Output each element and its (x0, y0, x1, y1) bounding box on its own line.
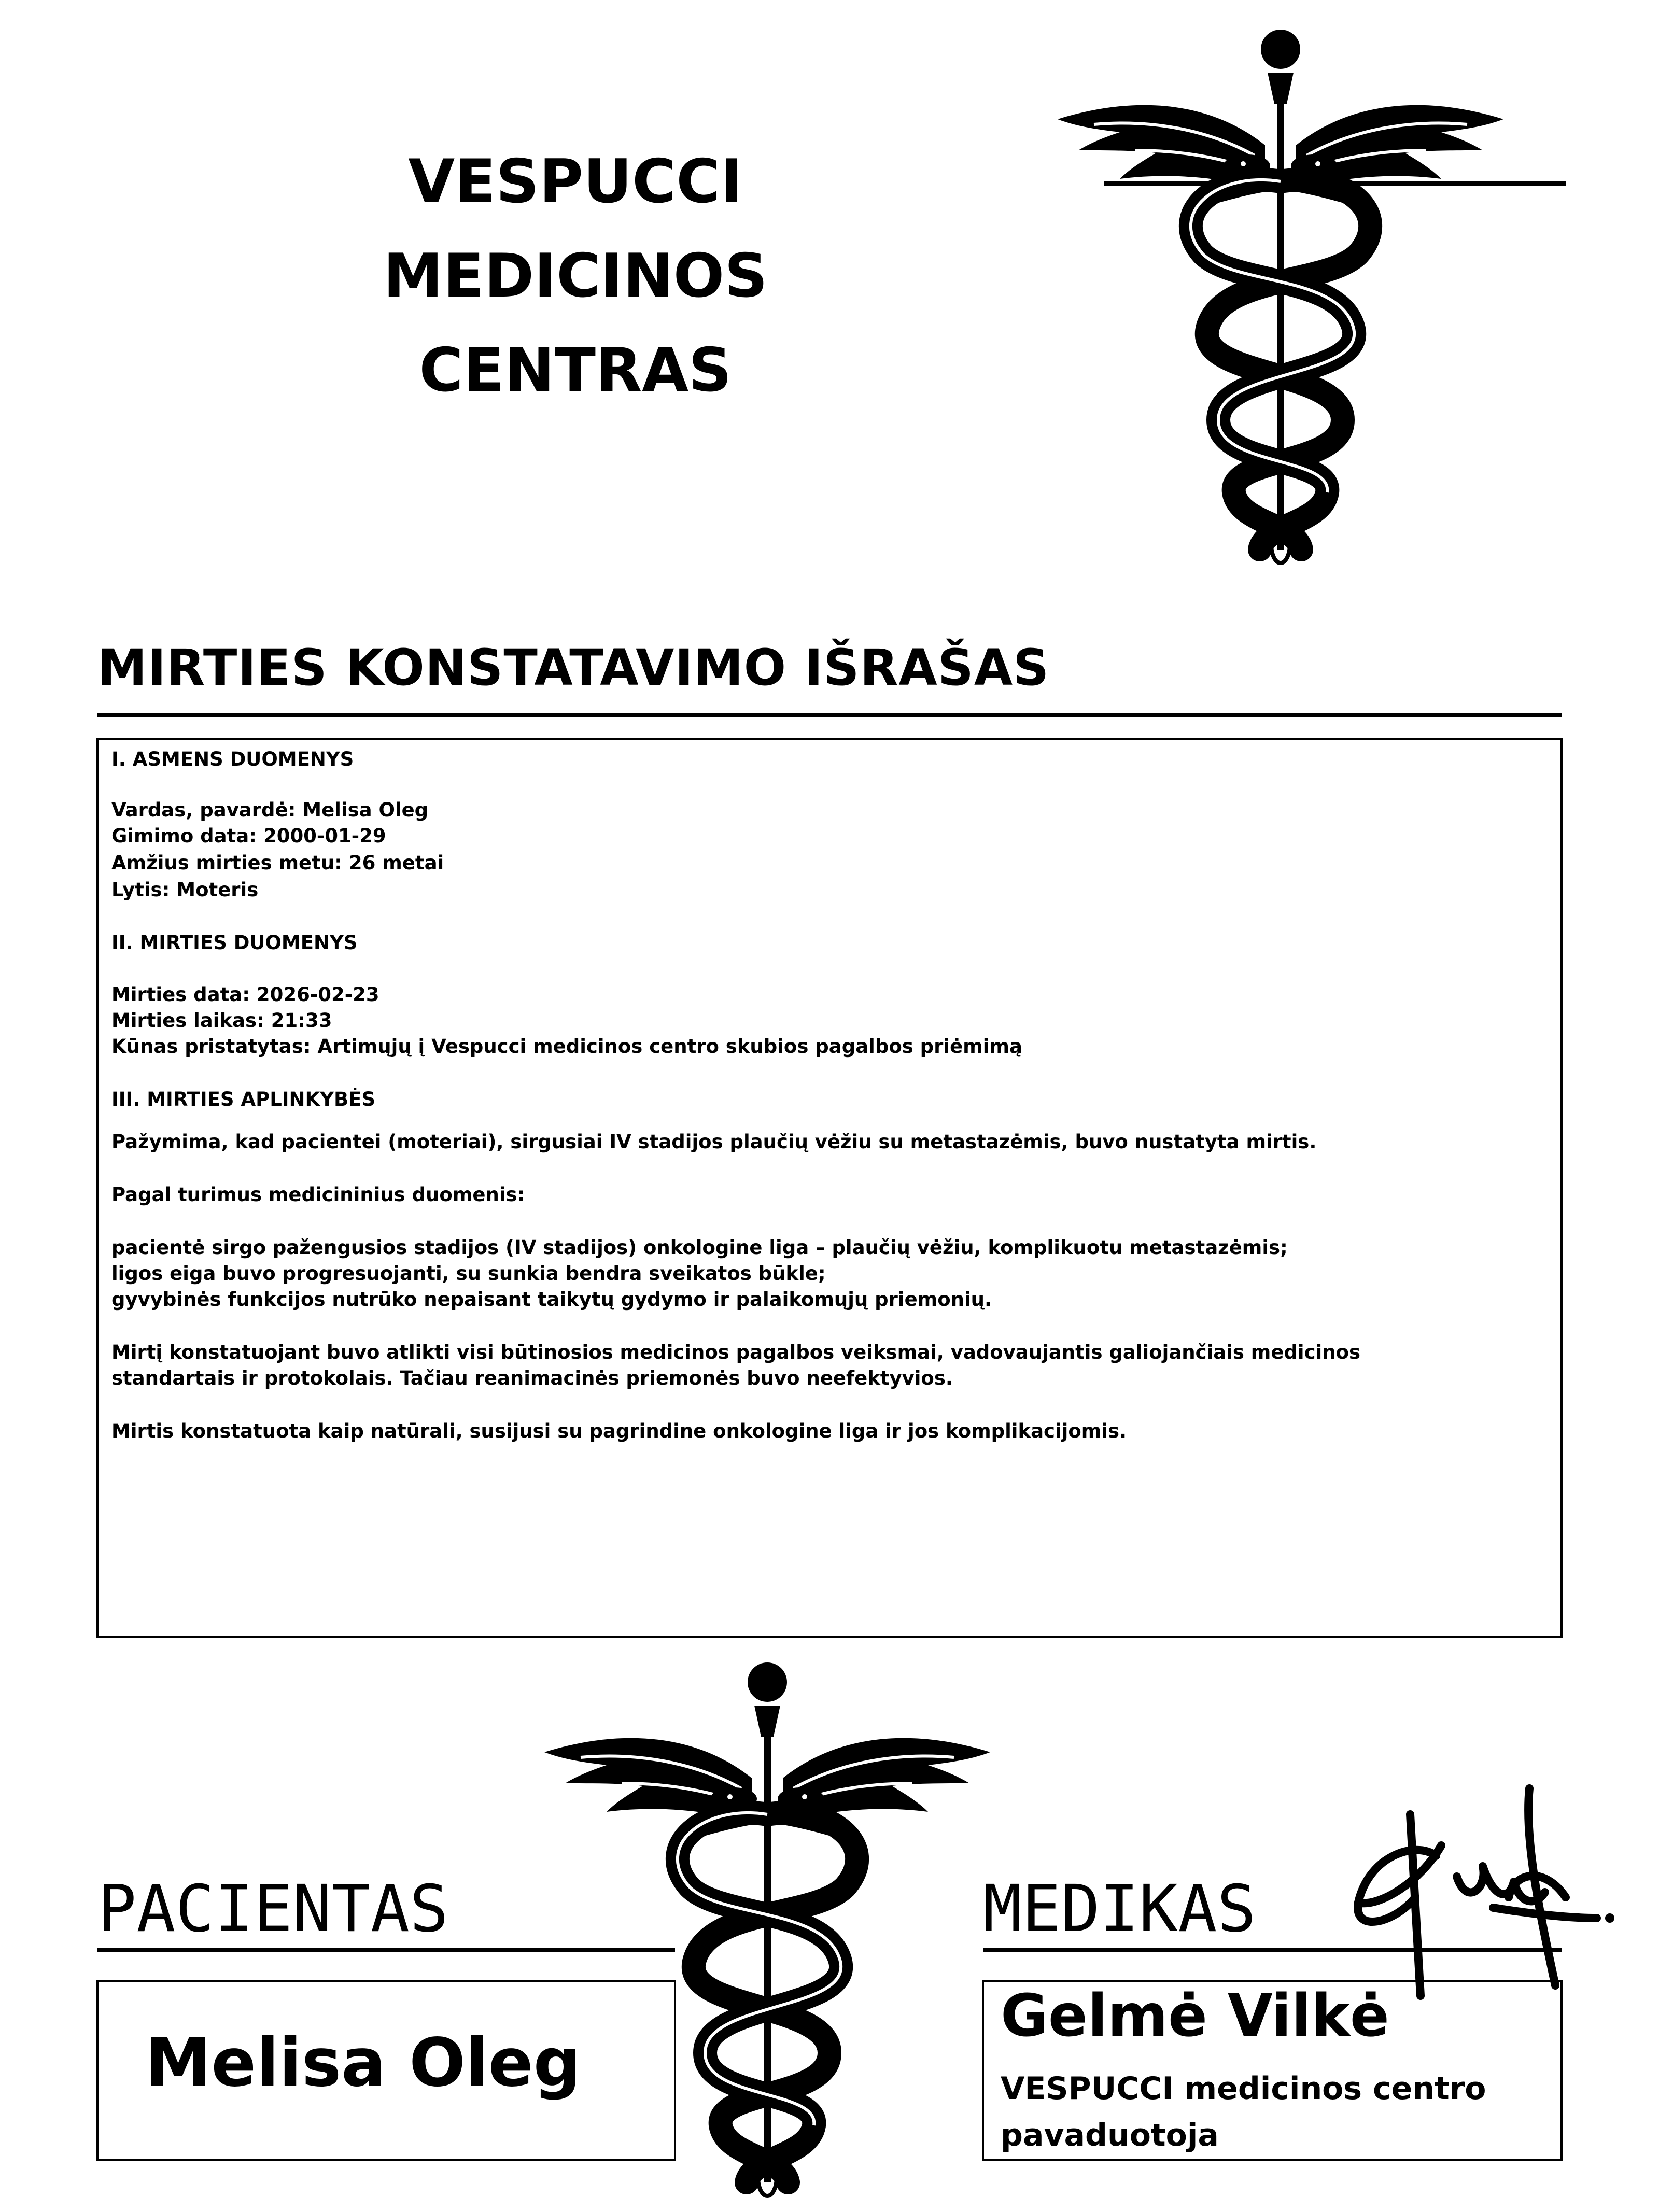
delivered-label: Kūnas pristatytas: (111, 1035, 311, 1058)
death-date-label: Mirties data: (111, 983, 250, 1006)
delivered-value: Artimųjų į Vespucci medicinos centro skubios pagalbos priėmimą (317, 1035, 1022, 1058)
sex-value: Moteris (176, 879, 259, 901)
circumstances-list-item-1: pacientė sirgo pažengusios stadijos (IV stadijos) onkologine liga – plaučių vėžiu, komplikuotu metastazėmis; (111, 1236, 1288, 1259)
section2-heading: II. MIRTIES DUOMENYS (111, 932, 358, 954)
medic-role (1001, 2065, 1486, 2159)
death-time-label: Mirties laikas: (111, 1009, 264, 1032)
organization-name (290, 135, 861, 418)
circumstances-list-item-2: ligos eiga buvo progresuojanti, su sunkia bendra sveikatos būkle; (111, 1262, 826, 1285)
birth-label: Gimimo data: (111, 825, 257, 847)
medic-role-line-2: pavaduotoja (1001, 2117, 1219, 2153)
section3-heading: III. MIRTIES APLINKYBĖS (111, 1088, 376, 1110)
birth-row (111, 824, 386, 848)
patient-heading: PACIENTAS (97, 1871, 449, 1947)
age-row (111, 851, 444, 875)
medic-name: Gelmė Vilkė (1001, 1982, 1389, 2050)
caduceus-icon (995, 26, 1566, 591)
death-time-row (111, 1009, 332, 1033)
birth-value: 2000-01-29 (263, 825, 386, 847)
death-time-value: 21:33 (271, 1009, 332, 1032)
medic-heading: MEDIKAS (983, 1871, 1256, 1947)
name-value: Melisa Oleg (302, 799, 429, 821)
sex-label: Lytis: (111, 879, 170, 901)
name-row (111, 798, 428, 822)
patient-name: Melisa Oleg (145, 2024, 581, 2102)
title-underline (97, 713, 1562, 717)
org-line-2: MEDICINOS (383, 241, 768, 311)
delivered-row (111, 1035, 1022, 1059)
org-line-3: CENTRAS (419, 335, 732, 405)
circumstances-list-item-3: gyvybinės funkcijos nutrūko nepaisant taikytų gydymo ir palaikomųjų priemonių. (111, 1288, 992, 1311)
circumstances-paragraph-4: Mirtis konstatuota kaip natūrali, susijusi su pagrindine onkologine liga ir jos komplikacijomis. (111, 1420, 1127, 1442)
section1-heading: I. ASMENS DUOMENYS (111, 748, 354, 770)
handwritten-signature (1338, 1778, 1618, 2032)
name-label: Vardas, pavardė: (111, 799, 296, 821)
death-date-row (111, 983, 379, 1007)
age-value: 26 metai (348, 852, 444, 874)
circumstances-paragraph-1: Pažymima, kad pacientei (moteriai), sirgusiai IV stadijos plaučių vėžiu su metastazėmis, buvo nustatyta mirtis. (111, 1131, 1317, 1153)
death-date-value: 2026-02-23 (256, 983, 379, 1006)
circumstances-paragraph-2: Pagal turimus medicininius duomenis: (111, 1184, 525, 1206)
org-line-1: VESPUCCI (408, 147, 743, 217)
sex-row (111, 878, 258, 902)
circumstances-paragraph-3-line-1: Mirtį konstatuojant buvo atlikti visi būtinosios medicinos pagalbos veiksmai, vadovaujantis galiojančiais medicinos (111, 1341, 1361, 1363)
patient-underline (97, 1948, 675, 1952)
document-title: MIRTIES KONSTATAVIMO IŠRAŠAS (97, 639, 1050, 697)
circumstances-paragraph-3-line-2: standartais ir protokolais. Tačiau reanimacinės priemonės buvo neefektyvios. (111, 1367, 953, 1389)
medic-role-line-1: VESPUCCI medicinos centro (1001, 2070, 1486, 2107)
age-label: Amžius mirties metu: (111, 852, 342, 874)
